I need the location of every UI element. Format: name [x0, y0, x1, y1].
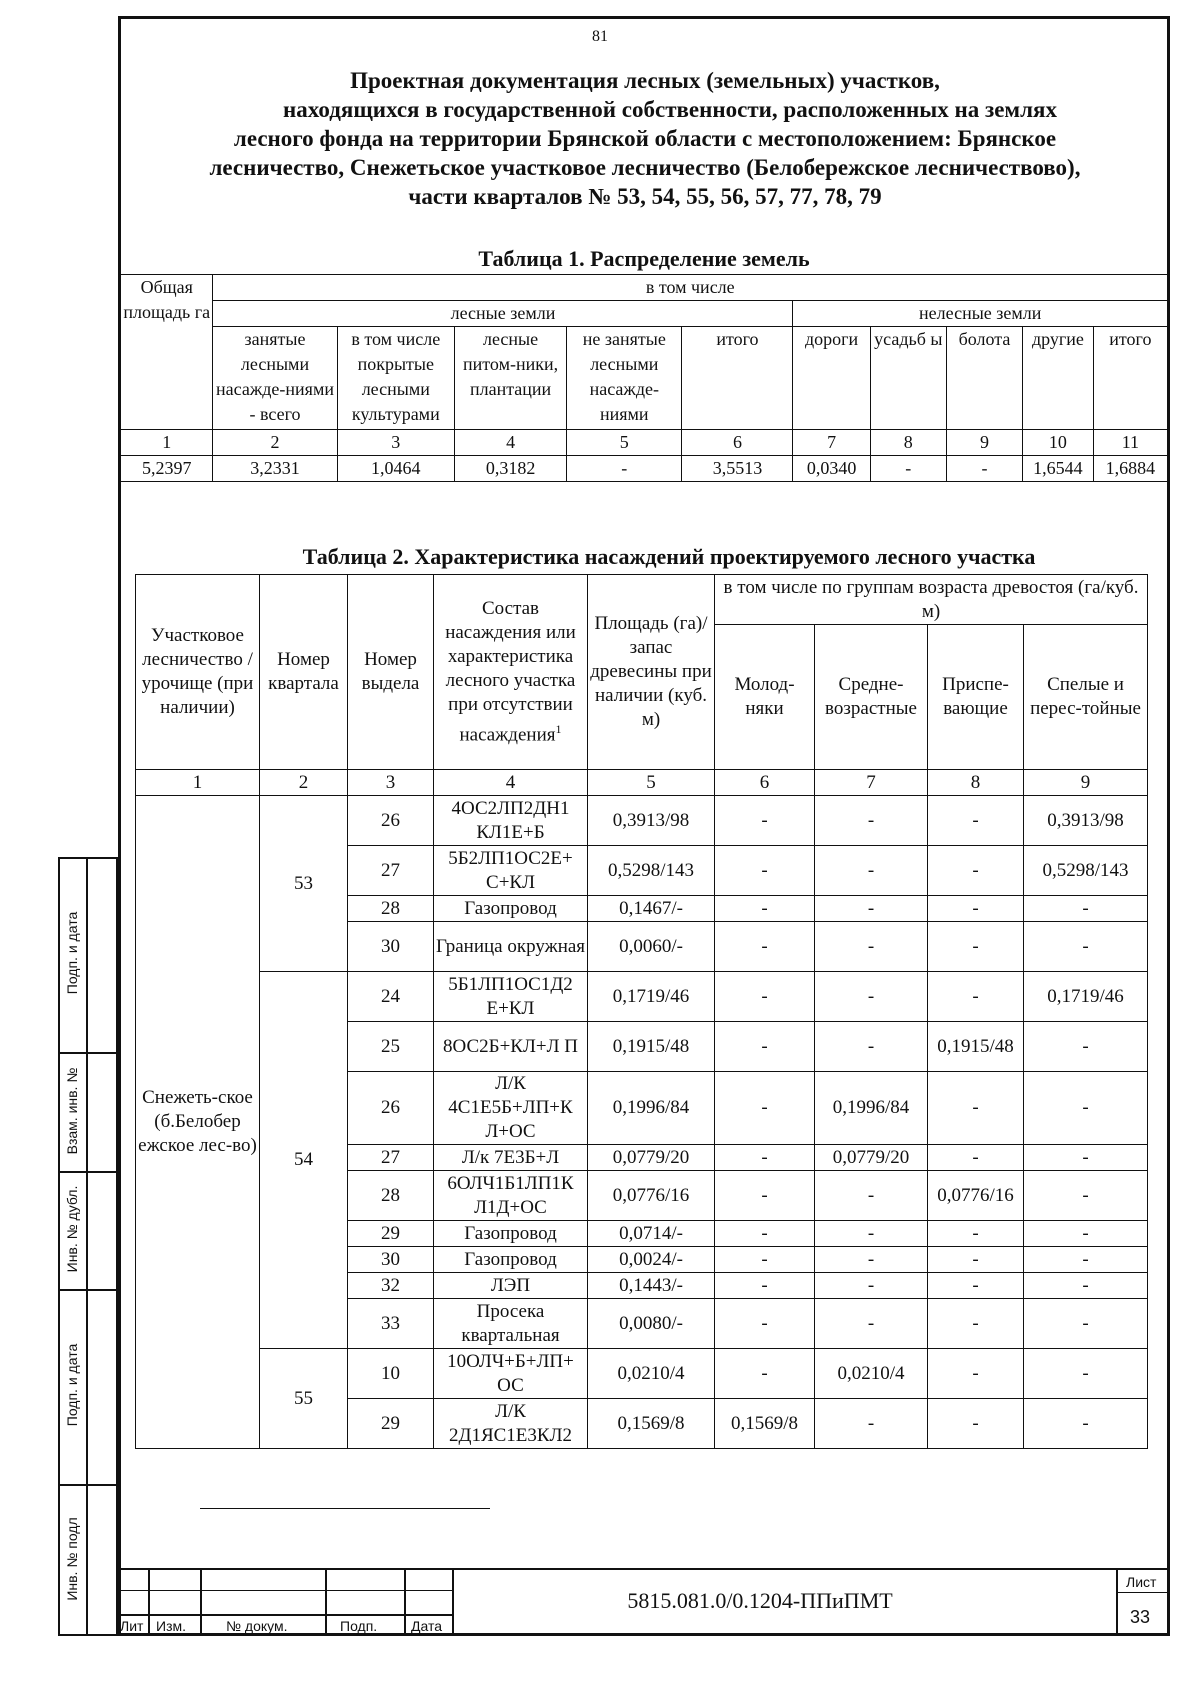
t1-header-forest: лесные земли	[213, 301, 793, 327]
t2-header-maturing: Приспе-вающие	[928, 625, 1024, 770]
title-line-4: лесничество, Снежетьское участковое лесничество (Белобережское лесничествово),	[209, 155, 1081, 180]
t2-maturing-cell: -	[928, 846, 1024, 896]
document-title	[122, 66, 1168, 211]
title-line-1: Проектная документация лесных (земельных) участков,	[350, 68, 940, 93]
t2-composition-cell: Граница окружная	[434, 922, 588, 972]
stamp-rule	[404, 1568, 406, 1636]
t2-quarter-cell: 53	[260, 796, 348, 972]
t2-maturing-cell: -	[928, 796, 1024, 846]
t2-composition-cell: 5Б1ЛП1ОС1Д2 Е+КЛ	[434, 972, 588, 1022]
t2-area-cell: 0,5298/143	[588, 846, 715, 896]
t2-plot-cell: 29	[348, 1399, 434, 1449]
t1-col-header: другие	[1023, 327, 1094, 430]
t2-num: 6	[715, 770, 815, 796]
t2-area-cell: 0,0080/-	[588, 1299, 715, 1349]
t2-mature-cell: -	[1024, 1221, 1148, 1247]
side-stamp	[58, 857, 118, 1636]
table2-stands	[135, 574, 1148, 1449]
table1-caption: Таблица 1. Распределение земель	[478, 246, 810, 271]
t2-header-young: Молод-няки	[715, 625, 815, 770]
t2-maturing-cell: -	[928, 1221, 1024, 1247]
stamp-rule	[1116, 1568, 1118, 1636]
t2-plot-cell: 27	[348, 1145, 434, 1171]
stamp-rule	[118, 1568, 1170, 1570]
t2-num: 9	[1024, 770, 1148, 796]
t2-middle-cell: -	[815, 1022, 928, 1072]
t2-header-composition	[434, 575, 588, 770]
t1-value: 1,0464	[337, 456, 455, 482]
t2-middle-cell: -	[815, 1247, 928, 1273]
t1-value: -	[870, 456, 946, 482]
t1-num: 9	[946, 430, 1022, 456]
t2-mature-cell: -	[1024, 1399, 1148, 1449]
t1-num: 1	[121, 430, 213, 456]
t2-maturing-cell: -	[928, 1072, 1024, 1145]
t2-num: 3	[348, 770, 434, 796]
stamp-rule	[1116, 1592, 1170, 1593]
t2-young-cell: -	[715, 796, 815, 846]
t1-header-incl: в том числе	[213, 275, 1168, 301]
t2-area-cell: 0,1467/-	[588, 896, 715, 922]
t2-num: 4	[434, 770, 588, 796]
t2-middle-cell: -	[815, 846, 928, 896]
t2-young-cell: -	[715, 972, 815, 1022]
t2-young-cell: -	[715, 1349, 815, 1399]
t2-middle-cell: -	[815, 1171, 928, 1221]
t2-quarter-cell: 55	[260, 1349, 348, 1449]
t2-plot-cell: 26	[348, 796, 434, 846]
t2-plot-cell: 27	[348, 846, 434, 896]
t2-composition-cell: 6ОЛЧ1Б1ЛП1К Л1Д+ОС	[434, 1171, 588, 1221]
t2-mature-cell: -	[1024, 896, 1148, 922]
t2-plot-cell: 30	[348, 1247, 434, 1273]
t2-composition-cell: 4ОС2ЛП2ДН1 КЛ1Е+Б	[434, 796, 588, 846]
side-label-dup-inv: Инв. № дубл.	[64, 1185, 80, 1273]
t2-middle-cell: 0,1996/84	[815, 1072, 928, 1145]
stamp-rule	[325, 1568, 327, 1636]
t2-header-middle: Средне-возрастные	[815, 625, 928, 770]
t2-header-mature: Спелые и перес-тойные	[1024, 625, 1148, 770]
t2-header-age-groups: в том числе по группам возраста древостоя (га/куб. м)	[715, 575, 1148, 625]
t1-value: 3,5513	[682, 456, 793, 482]
t2-num: 8	[928, 770, 1024, 796]
t2-maturing-cell: -	[928, 972, 1024, 1022]
t1-col-header: лесные питом-ники, плантации	[455, 327, 567, 430]
t2-area-cell: 0,0779/20	[588, 1145, 715, 1171]
stamp-lit: Лит	[120, 1618, 144, 1634]
t2-plot-cell: 28	[348, 1171, 434, 1221]
t2-composition-cell: Л/к 7Е3Б+Л	[434, 1145, 588, 1171]
t2-middle-cell: 0,0210/4	[815, 1349, 928, 1399]
t2-maturing-cell: -	[928, 1399, 1024, 1449]
t1-col-header: занятые лесными насажде-ниями - всего	[213, 327, 337, 430]
table-row	[136, 1349, 1148, 1399]
t2-plot-cell: 26	[348, 1072, 434, 1145]
t2-middle-cell: -	[815, 922, 928, 972]
t2-mature-cell: -	[1024, 1171, 1148, 1221]
table2-caption: Таблица 2. Характеристика насаждений проектируемого лесного участка	[302, 544, 1036, 569]
t2-composition-cell: Л/К 2Д1ЯС1Е3КЛ2	[434, 1399, 588, 1449]
t2-mature-cell: -	[1024, 1022, 1148, 1072]
stamp-date: Дата	[411, 1618, 443, 1634]
side-label-orig-inv: Инв. № подл	[64, 1517, 80, 1601]
t2-plot-cell: 25	[348, 1022, 434, 1072]
t1-value: -	[946, 456, 1022, 482]
t1-num: 4	[455, 430, 567, 456]
t1-value: 0,3182	[455, 456, 567, 482]
t1-value: -	[567, 456, 682, 482]
table-row	[136, 972, 1148, 1022]
t2-area-cell: 0,1569/8	[588, 1399, 715, 1449]
t1-col-header: болота	[946, 327, 1022, 430]
t2-composition-cell: 10ОЛЧ+Б+ЛП+ ОС	[434, 1349, 588, 1399]
t2-composition-cell: ЛЭП	[434, 1273, 588, 1299]
t1-value: 1,6884	[1093, 456, 1167, 482]
t1-col-header: усадьб ы	[870, 327, 946, 430]
t2-middle-cell: -	[815, 1273, 928, 1299]
t2-area-cell: 0,0024/-	[588, 1247, 715, 1273]
t2-maturing-cell: 0,1915/48	[928, 1022, 1024, 1072]
t2-maturing-cell: -	[928, 1273, 1024, 1299]
t2-area-cell: 0,1719/46	[588, 972, 715, 1022]
t1-header-nonforest: нелесные земли	[793, 301, 1168, 327]
t2-young-cell: -	[715, 846, 815, 896]
t2-young-cell: -	[715, 1145, 815, 1171]
t2-mature-cell: -	[1024, 1273, 1148, 1299]
t2-num: 1	[136, 770, 260, 796]
t2-mature-cell: -	[1024, 1349, 1148, 1399]
t1-value: 3,2331	[213, 456, 337, 482]
sheet-number: 33	[1130, 1607, 1151, 1627]
t2-composition-cell: Газопровод	[434, 1221, 588, 1247]
t2-composition-cell: Газопровод	[434, 896, 588, 922]
t2-young-cell: 0,1569/8	[715, 1399, 815, 1449]
t2-header-area: Площадь (га)/ запас древесины при наличии (куб. м)	[588, 575, 715, 770]
side-label-replace-inv: Взам. инв. №	[64, 1067, 80, 1155]
t2-plot-cell: 24	[348, 972, 434, 1022]
t1-col-header: итого	[682, 327, 793, 430]
t2-mature-cell: -	[1024, 1299, 1148, 1349]
t2-middle-cell: -	[815, 1399, 928, 1449]
t1-header-total: Общая площадь га	[121, 275, 213, 430]
t2-area-cell: 0,0210/4	[588, 1349, 715, 1399]
t2-mature-cell: 0,5298/143	[1024, 846, 1148, 896]
t2-area-cell: 0,0776/16	[588, 1171, 715, 1221]
t2-young-cell: -	[715, 1273, 815, 1299]
t2-middle-cell: -	[815, 972, 928, 1022]
t2-area-cell: 0,0714/-	[588, 1221, 715, 1247]
t2-num: 2	[260, 770, 348, 796]
t1-num: 6	[682, 430, 793, 456]
stamp-rule	[118, 1614, 453, 1616]
t2-header-forestry: Участковое лесничество / урочище (при наличии)	[136, 575, 260, 770]
stamp-sign: Подп.	[340, 1618, 378, 1634]
t1-col-header: итого	[1093, 327, 1167, 430]
stamp-rule	[452, 1568, 454, 1636]
stamp-rule	[200, 1568, 202, 1636]
page-number: 81	[592, 28, 608, 45]
t2-header-plot: Номер выдела	[348, 575, 434, 770]
t2-quarter-cell: 54	[260, 972, 348, 1349]
side-label-sign-date: Подп. и дата	[64, 911, 80, 995]
document-code: 5815.081.0/0.1204-ППиПМТ	[627, 1588, 893, 1613]
title-line-5: части кварталов № 53, 54, 55, 56, 57, 77, 78, 79	[408, 184, 882, 209]
t2-mature-cell: -	[1024, 1247, 1148, 1273]
t2-maturing-cell: -	[928, 1299, 1024, 1349]
table-row	[136, 796, 1148, 846]
t2-area-cell: 0,1443/-	[588, 1273, 715, 1299]
t2-area-cell: 0,3913/98	[588, 796, 715, 846]
title-line-3: лесного фонда на территории Брянской области с местоположением: Брянское	[233, 126, 1057, 151]
t2-middle-cell: -	[815, 796, 928, 846]
table1-land-distribution	[120, 274, 1168, 482]
t1-value: 1,6544	[1023, 456, 1094, 482]
t1-col-header: дороги	[793, 327, 870, 430]
footnote-separator	[200, 1508, 490, 1509]
t2-plot-cell: 28	[348, 896, 434, 922]
t2-young-cell: -	[715, 896, 815, 922]
t2-mature-cell: -	[1024, 922, 1148, 972]
t2-plot-cell: 30	[348, 922, 434, 972]
t1-num: 3	[337, 430, 455, 456]
t2-plot-cell: 29	[348, 1221, 434, 1247]
t1-col-header: в том числе покрытые лесными культурами	[337, 327, 455, 430]
t2-young-cell: -	[715, 922, 815, 972]
t2-header-composition-text: Состав насаждения или характеристика лесного участка при отсутствии насаждения	[445, 597, 576, 746]
t2-area-cell: 0,0060/-	[588, 922, 715, 972]
t2-young-cell: -	[715, 1171, 815, 1221]
t1-num: 10	[1023, 430, 1094, 456]
t2-maturing-cell: 0,0776/16	[928, 1171, 1024, 1221]
t2-middle-cell: -	[815, 1221, 928, 1247]
t2-mature-cell: 0,3913/98	[1024, 796, 1148, 846]
t1-num: 5	[567, 430, 682, 456]
t2-num: 7	[815, 770, 928, 796]
t2-maturing-cell: -	[928, 1247, 1024, 1273]
t2-young-cell: -	[715, 1022, 815, 1072]
t2-header-quarter: Номер квартала	[260, 575, 348, 770]
stamp-doc-no: № докум.	[226, 1618, 288, 1634]
t2-young-cell: -	[715, 1247, 815, 1273]
t2-area-cell: 0,1915/48	[588, 1022, 715, 1072]
t2-young-cell: -	[715, 1072, 815, 1145]
t1-value: 5,2397	[121, 456, 213, 482]
t2-mature-cell: -	[1024, 1072, 1148, 1145]
t1-num: 7	[793, 430, 870, 456]
stamp-change: Изм.	[156, 1618, 186, 1634]
t2-mature-cell: 0,1719/46	[1024, 972, 1148, 1022]
t2-plot-cell: 32	[348, 1273, 434, 1299]
stamp-rule	[148, 1568, 150, 1636]
t2-middle-cell: -	[815, 896, 928, 922]
title-line-2: находящихся в государственной собственности, расположенных на землях	[283, 97, 1057, 122]
t2-mature-cell: -	[1024, 1145, 1148, 1171]
side-label-sign-date-2: Подп. и дата	[64, 1343, 80, 1427]
t2-composition-cell: Л/К 4С1Е5Б+ЛП+К Л+ОС	[434, 1072, 588, 1145]
t2-middle-cell: 0,0779/20	[815, 1145, 928, 1171]
t2-plot-cell: 33	[348, 1299, 434, 1349]
t2-composition-cell: 5Б2ЛП1ОС2Е+ С+КЛ	[434, 846, 588, 896]
t2-forestry-cell: Снежеть-ское (б.Белобер ежское лес-во)	[136, 796, 260, 1449]
t2-composition-cell: Газопровод	[434, 1247, 588, 1273]
t1-value: 0,0340	[793, 456, 870, 482]
t1-num: 11	[1093, 430, 1167, 456]
stamp-rule	[118, 1590, 453, 1591]
sheet-label: Лист	[1126, 1574, 1157, 1590]
t2-composition-cell: 8ОС2Б+КЛ+Л П	[434, 1022, 588, 1072]
t1-num: 2	[213, 430, 337, 456]
t2-maturing-cell: -	[928, 896, 1024, 922]
t2-composition-cell: Просека квартальная	[434, 1299, 588, 1349]
t2-plot-cell: 10	[348, 1349, 434, 1399]
t2-middle-cell: -	[815, 1299, 928, 1349]
t2-young-cell: -	[715, 1299, 815, 1349]
t1-col-header: не занятые лесными насажде-ниями	[567, 327, 682, 430]
t2-maturing-cell: -	[928, 922, 1024, 972]
t2-area-cell: 0,1996/84	[588, 1072, 715, 1145]
t2-maturing-cell: -	[928, 1145, 1024, 1171]
t2-young-cell: -	[715, 1221, 815, 1247]
t2-maturing-cell: -	[928, 1349, 1024, 1399]
t1-num: 8	[870, 430, 946, 456]
footnote-mark: 1	[555, 721, 562, 736]
t2-num: 5	[588, 770, 715, 796]
